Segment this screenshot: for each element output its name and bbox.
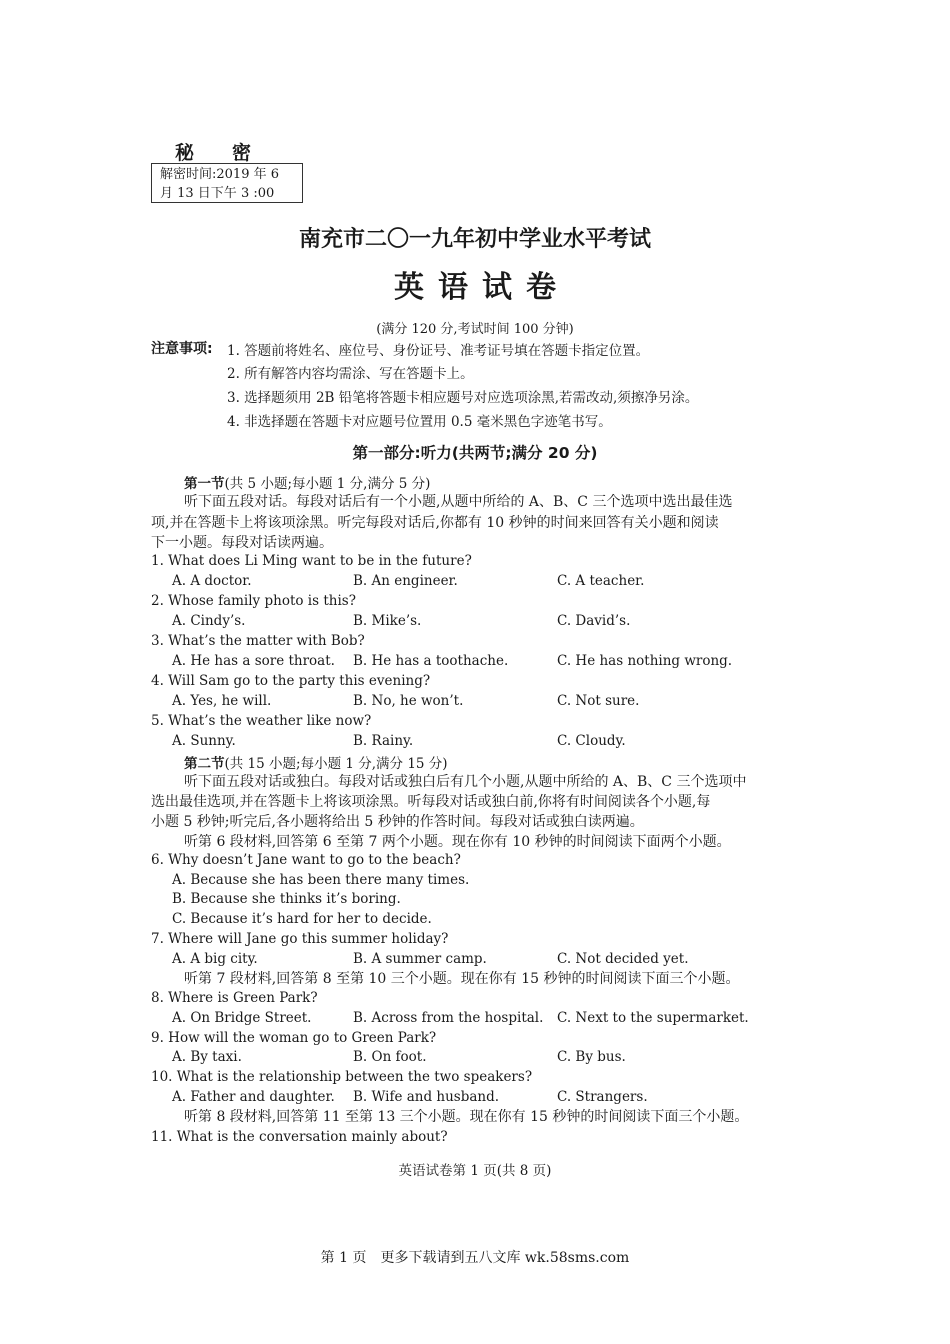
exam-title: 南充市二〇一九年初中学业水平考试 <box>298 226 651 252</box>
option-c: C. Not sure. <box>557 693 640 709</box>
question-stem: 10. What is the relationship between the two speakers? <box>151 1069 533 1085</box>
declassification-time-line2: 月 13 日下午 3 :00 <box>160 186 275 201</box>
option-b: B. He has a toothache. <box>353 653 509 669</box>
secret-label: 秘 密 <box>175 142 252 164</box>
option-b: B. On foot. <box>353 1049 427 1065</box>
option-c: C. Not decided yet. <box>557 951 689 967</box>
option-c: C. Strangers. <box>557 1089 648 1105</box>
section1-instructions-line3: 下一小题。每段对话读两遍。 <box>151 535 333 551</box>
option-b: B. Mike’s. <box>353 613 422 629</box>
option-b: B. A summer camp. <box>353 951 487 967</box>
declassification-time-line1: 解密时间:2019 年 6 <box>160 167 279 182</box>
page-footer: 英语试卷第 1 页(共 8 页) <box>398 1163 552 1179</box>
option-b: B. Across from the hospital. <box>353 1010 544 1026</box>
option-a: A. Sunny. <box>172 733 236 749</box>
paper-title: 英语试卷 <box>394 270 570 305</box>
option-a: A. Father and daughter. <box>172 1089 335 1105</box>
option-c: C. David’s. <box>557 613 631 629</box>
question-stem: 1. What does Li Ming want to be in the future? <box>151 553 472 569</box>
option-a: A. On Bridge Street. <box>172 1010 312 1026</box>
section2-instructions-line2: 选出最佳选项,并在答题卡上将该项涂黑。听每段对话或独白前,你将有时间阅读各个小题,每 <box>151 794 711 810</box>
notice-label: 注意事项: <box>151 341 213 357</box>
section1-instructions-line1: 听下面五段对话。每段对话后有一个小题,从题中所给的 A、B、C 三个选项中选出最佳选 <box>184 494 733 510</box>
question-stem: 5. What’s the weather like now? <box>151 713 372 729</box>
option-a: A. A big city. <box>172 951 258 967</box>
section2-label: 第二节 <box>184 756 225 772</box>
option-c: C. Because it’s hard for her to decide. <box>172 911 432 927</box>
part1-title: 第一部分:听力(共两节;满分 20 分) <box>352 444 598 462</box>
option-a: A. By taxi. <box>172 1049 242 1065</box>
question-stem: 4. Will Sam go to the party this evening? <box>151 673 431 689</box>
declassification-time-box <box>151 163 303 203</box>
option-a: A. A doctor. <box>172 573 252 589</box>
section2-heading <box>184 752 448 772</box>
option-c: C. He has nothing wrong. <box>557 653 733 669</box>
option-a: A. Because she has been there many times. <box>172 872 470 888</box>
question-stem: 11. What is the conversation mainly about? <box>151 1129 448 1145</box>
option-a: A. Yes, he will. <box>172 693 272 709</box>
section1-heading <box>184 472 430 492</box>
question-stem: 2. Whose family photo is this? <box>151 593 356 609</box>
material8-instruction: 听第 8 段材料,回答第 11 至第 13 三个小题。现在你有 15 秒钟的时间阅读下面三个小题。 <box>184 1109 749 1125</box>
option-b: B. Because she thinks it’s boring. <box>172 891 401 907</box>
material7-instruction: 听第 7 段材料,回答第 8 至第 10 三个小题。现在你有 15 秒钟的时间阅读下面三个小题。 <box>184 971 740 987</box>
section1-label: 第一节 <box>184 476 225 492</box>
section1-info: (共 5 小题;每小题 1 分,满分 5 分) <box>224 476 431 492</box>
option-c: C. A teacher. <box>557 573 645 589</box>
notice-item: 4. 非选择题在答题卡对应题号位置用 0.5 毫米黑色字迹笔书写。 <box>227 414 612 430</box>
download-watermark: 第 1 页 更多下载请到五八文库 wk.58sms.com <box>320 1250 630 1266</box>
material6-instruction: 听第 6 段材料,回答第 6 至第 7 两个小题。现在你有 10 秒钟的时间阅读下面两个小题。 <box>184 834 731 850</box>
option-b: B. Rainy. <box>353 733 414 749</box>
option-a: A. He has a sore throat. <box>172 653 335 669</box>
notice-item: 2. 所有解答内容均需涂、写在答题卡上。 <box>227 366 474 382</box>
score-info: (满分 120 分,考试时间 100 分钟) <box>376 322 574 337</box>
option-a: A. Cindy’s. <box>172 613 246 629</box>
question-stem: 6. Why doesn’t Jane want to go to the beach? <box>151 852 461 868</box>
section2-info: (共 15 小题;每小题 1 分,满分 15 分) <box>224 756 448 772</box>
section2-instructions-line3: 小题 5 秒钟;听完后,各小题将给出 5 秒钟的作答时间。每段对话或独白读两遍。 <box>151 814 644 830</box>
option-b: B. An engineer. <box>353 573 458 589</box>
option-c: C. Cloudy. <box>557 733 626 749</box>
option-b: B. Wife and husband. <box>353 1089 500 1105</box>
question-stem: 8. Where is Green Park? <box>151 990 318 1006</box>
section2-instructions-line1: 听下面五段对话或独白。每段对话或独白后有几个小题,从题中所给的 A、B、C 三个选项中 <box>184 774 747 790</box>
notice-item: 3. 选择题须用 2B 铅笔将答题卡相应题号对应选项涂黑,若需改动,须擦净另涂。 <box>227 390 699 406</box>
question-stem: 3. What’s the matter with Bob? <box>151 633 365 649</box>
question-stem: 7. Where will Jane go this summer holiday? <box>151 931 449 947</box>
option-c: C. Next to the supermarket. <box>557 1010 749 1026</box>
option-b: B. No, he won’t. <box>353 693 464 709</box>
question-stem: 9. How will the woman go to Green Park? <box>151 1030 437 1046</box>
section1-instructions-line2: 项,并在答题卡上将该项涂黑。听完每段对话后,你都有 10 秒钟的时间来回答有关小题和阅读 <box>151 515 719 531</box>
option-c: C. By bus. <box>557 1049 626 1065</box>
notice-item: 1. 答题前将姓名、座位号、身份证号、准考证号填在答题卡指定位置。 <box>227 343 650 359</box>
